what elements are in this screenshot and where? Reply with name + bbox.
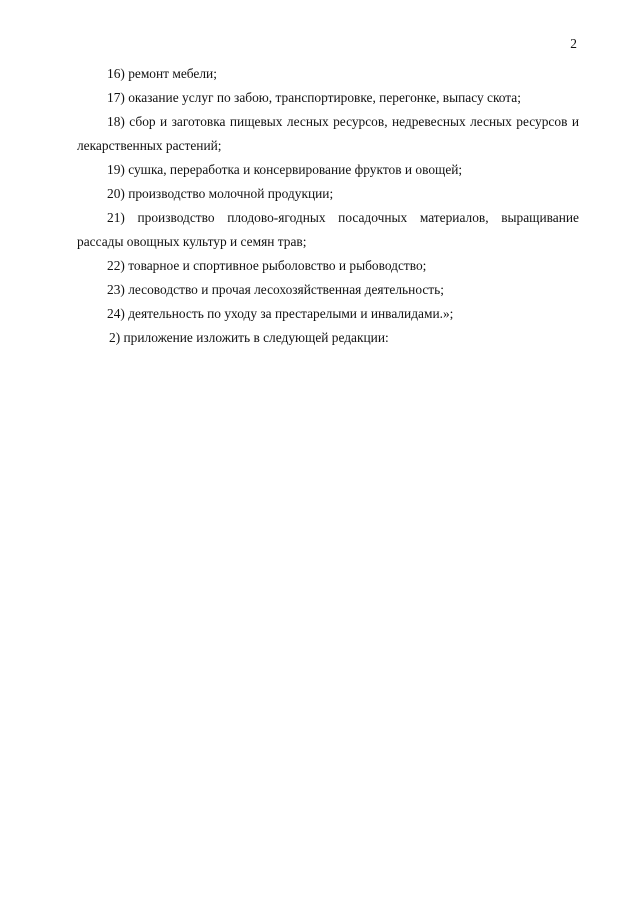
paragraph-item-22: 22) товарное и спортивное рыболовство и рыбоводство; bbox=[107, 258, 427, 273]
document-body bbox=[77, 62, 579, 350]
paragraph-item-19: 19) сушка, переработка и консервирование фруктов и овощей; bbox=[107, 162, 463, 177]
paragraph-item-16: 16) ремонт мебели; bbox=[107, 66, 217, 81]
paragraph-item-21: 21) производство плодово-ягодных посадочных материалов, выращивание рассады овощных культур и семян трав; bbox=[77, 210, 579, 249]
paragraph-item-20: 20) производство молочной продукции; bbox=[107, 186, 334, 201]
paragraph-item-24: 24) деятельность по уходу за престарелыми и инвалидами.»; bbox=[107, 306, 454, 321]
amendment-paragraph-2: 2) приложение изложить в следующей редакции: bbox=[109, 330, 389, 345]
paragraph-item-17: 17) оказание услуг по забою, транспортировке, перегонке, выпасу скота; bbox=[107, 90, 521, 105]
paragraph-item-23: 23) лесоводство и прочая лесохозяйственная деятельность; bbox=[107, 282, 444, 297]
page-number: 2 bbox=[570, 36, 577, 51]
paragraph-item-18: 18) сбор и заготовка пищевых лесных ресурсов, недревесных лесных ресурсов и лекарственных растений; bbox=[77, 114, 579, 153]
